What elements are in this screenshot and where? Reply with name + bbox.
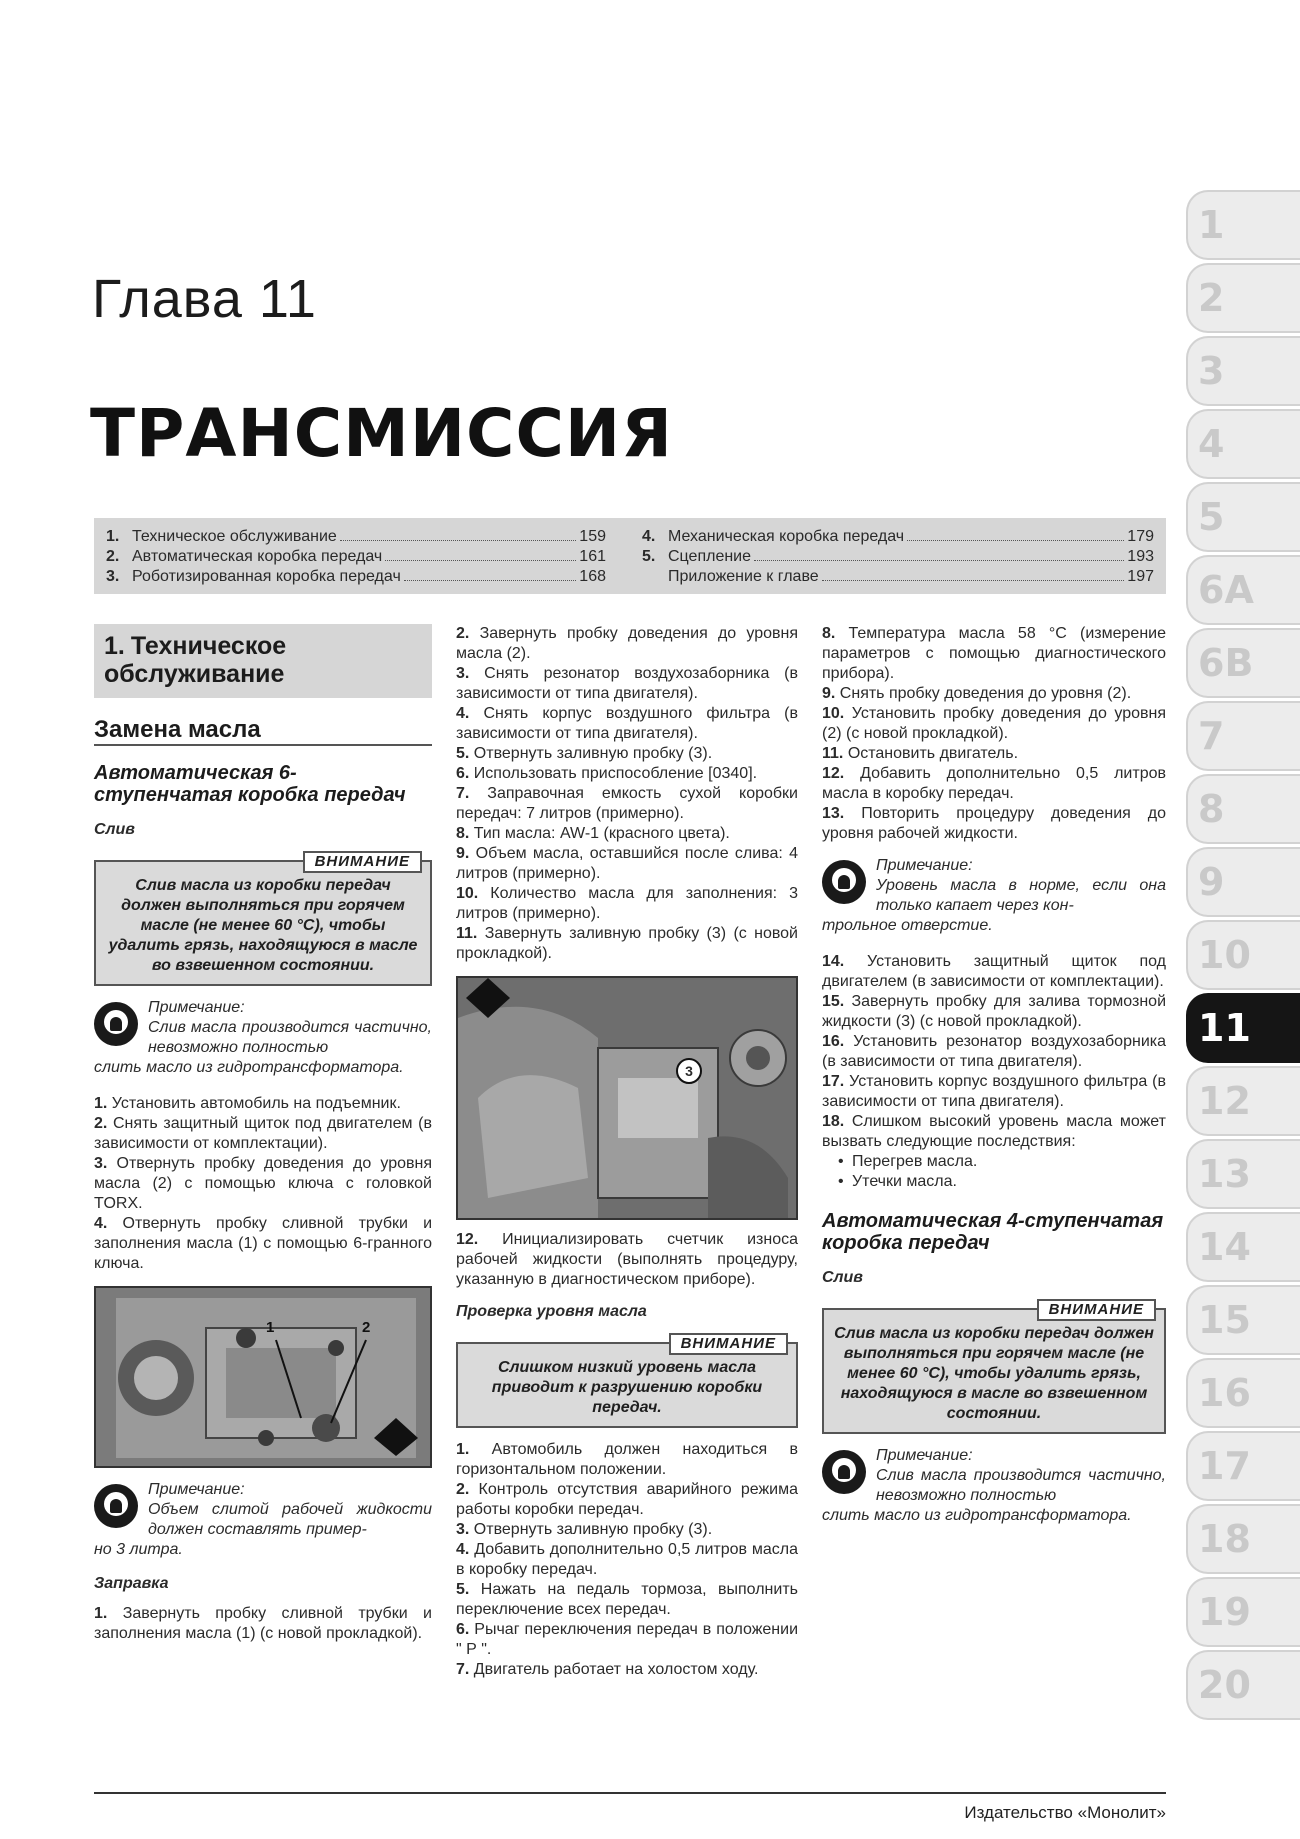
step-text: Температура масла 58 °С (измерение параметров с помощью диагностического прибора). (822, 625, 1166, 682)
publisher-footer: Издательство «Монолит» (964, 1803, 1166, 1822)
step-item (456, 924, 798, 964)
warning-text: Слив масла из коробки передач должен выполняться при горячем масле (не менее 60 °С), чтобы удалить грязь, находящуюся в масле во взвешенном состоянии. (108, 877, 418, 974)
step-text: Объем масла, оставшийся после слива: 4 литров (примерно). (456, 845, 798, 882)
step-text: Снять защитный щиток под двигателем (в зависимости от комплектации). (94, 1115, 432, 1152)
toc-left-column (106, 527, 606, 587)
note (822, 1446, 1166, 1526)
toc-page-number: 179 (1127, 528, 1154, 545)
step-text: Добавить дополнительно 0,5 литров масла в коробку передач. (822, 765, 1166, 802)
warning-box (94, 853, 432, 986)
toc-page-number: 193 (1127, 548, 1154, 565)
chapter-tab-8[interactable]: 8 (1186, 774, 1300, 844)
section-number: 1. (104, 632, 125, 660)
toc-number: 5. (642, 548, 656, 565)
step-number: 17. (822, 1073, 845, 1090)
step-text: Нажать на педаль тормоза, выполнить переключение всех передач. (456, 1581, 798, 1618)
gearbox-photo (94, 1286, 432, 1468)
chapter-tab-14[interactable]: 14 (1186, 1212, 1300, 1282)
step-text: Добавить дополнительно 0,5 литров масла в коробку передач. (456, 1541, 798, 1578)
warning-text: Слив масла из коробки передач должен выполняться при горячем масле (не менее 60 °С), чтобы удалить грязь, находящуюся в масле во взвешенном состоянии. (834, 1325, 1154, 1422)
step-text: Завернуть пробку сливной трубки и заполнения масла (1) (с новой прокладкой). (94, 1605, 432, 1642)
step-item (456, 704, 798, 744)
step-text: Завернуть заливную пробку (3) (с новой прокладкой). (456, 925, 798, 962)
note-label: Примечание: (148, 1481, 245, 1498)
chapter-tab-13[interactable]: 13 (1186, 1139, 1300, 1209)
toc-number: 4. (642, 528, 656, 545)
step-number: 3. (456, 665, 470, 682)
toc-page-number: 197 (1127, 568, 1154, 585)
note (94, 998, 432, 1078)
warning-tag: ВНИМАНИЕ (303, 851, 422, 873)
toc-number: 2. (106, 548, 120, 565)
step-text: Повторить процедуру доведения до уровня рабочей жидкости. (822, 805, 1166, 842)
lightbulb-icon (822, 860, 866, 904)
toc-leader-dots (340, 540, 577, 541)
chapter-tab-10[interactable]: 10 (1186, 920, 1300, 990)
toc-page-number: 168 (579, 568, 606, 585)
step-number: 18. (822, 1113, 845, 1130)
step-number: 11. (456, 925, 478, 942)
bullet-item: • Перегрев масла. (822, 1152, 1166, 1172)
step-text: Отвернуть заливную пробку (3). (473, 745, 713, 762)
toc-leader-dots (385, 560, 576, 561)
step-number: 4. (456, 1541, 470, 1558)
step-text: Остановить двигатель. (847, 745, 1019, 762)
step-number: 10. (456, 885, 479, 902)
chapter-title: ТРАНСМИССИЯ (90, 395, 673, 472)
step-text: Инициализировать счетчик износа рабочей жидкости (выполнять процедуру, указанную в диагностическом приборе). (456, 1231, 798, 1288)
step-number: 9. (456, 845, 470, 862)
step-number: 9. (822, 685, 836, 702)
photo-label-2: 2 (362, 1319, 371, 1336)
subsection-heading: Замена масла (94, 720, 432, 746)
gearbox-heading: Автоматическая 4-ступенчатая коробка передач (822, 1210, 1164, 1254)
fill-heading: Заправка (94, 1575, 169, 1592)
step-number: 2. (456, 625, 470, 642)
footer-rule (94, 1792, 1166, 1794)
step-text: Установить резонатор воздухозаборника (в зависимости от типа двигателя). (822, 1033, 1167, 1070)
step-item (94, 1114, 432, 1154)
step-number: 6. (456, 1621, 470, 1638)
step-item (822, 1112, 1166, 1152)
step-number: 16. (822, 1033, 845, 1050)
gearbox-heading: Автоматическая 6-ступенчатая коробка передач (94, 762, 406, 806)
column-1 (94, 624, 432, 1644)
note-tail: слить масло из гидротрансформатора. (94, 1059, 404, 1076)
toc-number: 3. (106, 568, 120, 585)
step-item (456, 824, 798, 844)
steps-list (94, 1094, 432, 1274)
step-number: 15. (822, 993, 845, 1010)
warning-tag: ВНИМАНИЕ (1037, 1299, 1156, 1321)
column-3 (822, 624, 1166, 1526)
step-text: Отвернуть пробку сливной трубки и заполнения масла (1) с помощью 6-гранного ключа. (94, 1215, 432, 1272)
section-title: Техническое обслуживание (104, 632, 287, 688)
steps-list (822, 624, 1166, 844)
step-text: Установить автомобиль на подъемник. (111, 1095, 401, 1112)
step-item (456, 1620, 798, 1660)
step-item (94, 1604, 432, 1644)
step-number: 7. (456, 1661, 470, 1678)
chapter-tab-2[interactable]: 2 (1186, 263, 1300, 333)
section-heading (94, 624, 432, 698)
toc-title: Приложение к главе (668, 568, 819, 585)
step-text: Двигатель работает на холостом ходу. (473, 1661, 759, 1678)
bullet-list (822, 1152, 1166, 1192)
toc-entry[interactable] (106, 527, 606, 547)
step-text: Использовать приспособление [0340]. (473, 765, 758, 782)
chapter-tab-17[interactable]: 17 (1186, 1431, 1300, 1501)
step-number: 11. (822, 745, 844, 762)
table-of-contents (94, 518, 1166, 594)
step-text: Установить пробку доведения до уровня (2) (с новой прокладкой). (822, 705, 1166, 742)
step-text: Заправочная емкость сухой коробки передач: 7 литров (примерно). (456, 785, 798, 822)
step-text: Автомобиль должен находиться в горизонтальном положении. (456, 1441, 798, 1478)
note-text: Слив масла производится частично, невозможно полностью (148, 1019, 432, 1056)
engine-bay-photo (456, 976, 798, 1220)
chapter-label: Глава 11 (92, 269, 317, 329)
step-item (822, 684, 1166, 704)
note-text: Объем слитой рабочей жидкости должен составлять пример- (148, 1501, 432, 1538)
toc-entry[interactable] (642, 567, 1154, 587)
step-item (456, 844, 798, 884)
step-text: Снять корпус воздушного фильтра (в зависимости от типа двигателя). (456, 705, 798, 742)
chapter-tab-5[interactable]: 5 (1186, 482, 1300, 552)
step-text: Отвернуть пробку доведения до уровня масла (2) с помощью ключа с головкой TORX. (94, 1155, 432, 1212)
step-number: 13. (822, 805, 845, 822)
step-number: 1. (94, 1605, 108, 1622)
note-tail: слить масло из гидротрансформатора. (822, 1507, 1132, 1524)
step-item (456, 664, 798, 704)
chapter-tab-11[interactable]: 11 (1186, 993, 1300, 1063)
lightbulb-icon (94, 1002, 138, 1046)
step-item (822, 952, 1166, 992)
chapter-tab-15[interactable]: 15 (1186, 1285, 1300, 1355)
chapter-tab-19[interactable]: 19 (1186, 1577, 1300, 1647)
step-number: 4. (456, 705, 470, 722)
step-item (456, 1580, 798, 1620)
chapter-tabs (1186, 190, 1300, 1723)
note-label: Примечание: (148, 999, 245, 1016)
photo-label-3: 3 (676, 1058, 702, 1084)
chapter-tab-16[interactable]: 16 (1186, 1358, 1300, 1428)
step-item (456, 1480, 798, 1520)
chapter-tab-3[interactable]: 3 (1186, 336, 1300, 406)
toc-leader-dots (822, 580, 1125, 581)
step-number: 5. (456, 745, 470, 762)
step-number: 6. (456, 765, 470, 782)
note-label: Примечание: (876, 1447, 973, 1464)
toc-right-column (642, 527, 1154, 587)
toc-title: Механическая коробка передач (668, 528, 905, 545)
oil-check-heading: Проверка уровня масла (456, 1303, 647, 1320)
chapter-tab-12[interactable]: 12 (1186, 1066, 1300, 1136)
note-text: Слив масла производится частично, невозможно полностью (876, 1467, 1166, 1504)
toc-page-number: 161 (579, 548, 606, 565)
column-2 (456, 624, 798, 1680)
toc-leader-dots (907, 540, 1124, 541)
chapter-tab-18[interactable]: 18 (1186, 1504, 1300, 1574)
step-item (822, 744, 1166, 764)
note-tail: но 3 литра. (94, 1541, 183, 1558)
note (822, 856, 1166, 936)
chapter-tab-7[interactable]: 7 (1186, 701, 1300, 771)
toc-leader-dots (754, 560, 1124, 561)
step-item (94, 1214, 432, 1274)
steps-list (456, 1230, 798, 1290)
step-text: Завернуть пробку для залива тормозной жидкости (3) (с новой прокладкой). (822, 993, 1167, 1030)
steps-list (456, 1440, 798, 1680)
chapter-tab-9[interactable]: 9 (1186, 847, 1300, 917)
toc-entry[interactable] (642, 527, 1154, 547)
step-text: Тип масла: AW-1 (красного цвета). (473, 825, 730, 842)
step-number: 12. (822, 765, 845, 782)
bullet-item: • Утечки масла. (822, 1172, 1166, 1192)
step-item (822, 1032, 1166, 1072)
step-text: Отвернуть заливную пробку (3). (473, 1521, 713, 1538)
step-number: 7. (456, 785, 470, 802)
step-item (456, 744, 798, 764)
step-number: 8. (456, 825, 470, 842)
step-item (456, 1540, 798, 1580)
step-number: 2. (456, 1481, 470, 1498)
warning-box (456, 1335, 798, 1428)
step-text: Завернуть пробку доведения до уровня масла (2). (456, 625, 799, 662)
toc-entry[interactable] (106, 567, 606, 587)
step-number: 10. (822, 705, 845, 722)
step-item (456, 1520, 798, 1540)
steps-list (822, 952, 1166, 1152)
warning-tag: ВНИМАНИЕ (669, 1333, 788, 1355)
step-item (456, 1440, 798, 1480)
step-item (456, 1230, 798, 1290)
step-number: 1. (456, 1441, 470, 1458)
chapter-tab-1[interactable]: 1 (1186, 190, 1300, 260)
photo-label-1: 1 (266, 1319, 275, 1336)
toc-entry[interactable] (642, 547, 1154, 567)
lightbulb-icon (822, 1450, 866, 1494)
step-item (822, 704, 1166, 744)
step-item (94, 1094, 432, 1114)
step-text: Снять резонатор воздухозаборника (в зависимости от типа двигателя). (456, 665, 798, 702)
step-item (456, 784, 798, 824)
drain-heading: Слив (94, 821, 135, 838)
lightbulb-icon (94, 1484, 138, 1528)
step-text: Установить корпус воздушного фильтра (в зависимости от типа двигателя). (822, 1073, 1166, 1110)
step-item (822, 764, 1166, 804)
step-number: 3. (456, 1521, 470, 1538)
toc-leader-dots (404, 580, 577, 581)
step-item (456, 884, 798, 924)
step-number: 4. (94, 1215, 108, 1232)
note-text: Уровень масла в норме, если она только капает через кон- (876, 877, 1166, 914)
toc-page-number: 159 (579, 528, 606, 545)
step-text: Установить защитный щиток под двигателем (в зависимости от комплектации). (822, 953, 1166, 990)
step-text: Количество масла для заполнения: 3 литров (примерно). (456, 885, 798, 922)
chapter-tab-6b[interactable]: 6B (1186, 628, 1300, 698)
steps-list (456, 624, 798, 964)
step-number: 3. (94, 1155, 108, 1172)
toc-number: 1. (106, 528, 120, 545)
step-number: 2. (94, 1115, 108, 1132)
step-number: 12. (456, 1231, 479, 1248)
step-item (456, 624, 798, 664)
step-text: Контроль отсутствия аварийного режима работы коробки передач. (456, 1481, 798, 1518)
step-item (822, 624, 1166, 684)
step-number: 5. (456, 1581, 470, 1598)
step-item (456, 764, 798, 784)
step-item (456, 1660, 798, 1680)
toc-title: Роботизированная коробка передач (132, 568, 401, 585)
chapter-tab-4[interactable]: 4 (1186, 409, 1300, 479)
warning-box (822, 1301, 1166, 1434)
steps-list (94, 1604, 432, 1644)
warning-text: Слишком низкий уровень масла приводит к разрушению коробки передач. (491, 1359, 763, 1416)
toc-title: Автоматическая коробка передач (132, 548, 383, 565)
step-text: Рычаг переключения передач в положении " Р ". (456, 1621, 798, 1658)
chapter-tab-6a[interactable]: 6A (1186, 555, 1300, 625)
note-tail: трольное отверстие. (822, 917, 993, 934)
toc-title: Сцепление (668, 548, 752, 565)
step-text: Слишком высокий уровень масла может вызвать следующие последствия: (822, 1113, 1166, 1150)
drain-heading: Слив (822, 1269, 863, 1286)
step-item (822, 804, 1166, 844)
step-item (822, 992, 1166, 1032)
step-text: Снять пробку доведения до уровня (2). (839, 685, 1132, 702)
step-item (94, 1154, 432, 1214)
step-number: 14. (822, 953, 845, 970)
note (94, 1480, 432, 1560)
note-label: Примечание: (876, 857, 973, 874)
step-item (822, 1072, 1166, 1112)
step-number: 8. (822, 625, 836, 642)
toc-entry[interactable] (106, 547, 606, 567)
step-number: 1. (94, 1095, 108, 1112)
chapter-tab-20[interactable]: 20 (1186, 1650, 1300, 1720)
toc-title: Техническое обслуживание (132, 528, 337, 545)
